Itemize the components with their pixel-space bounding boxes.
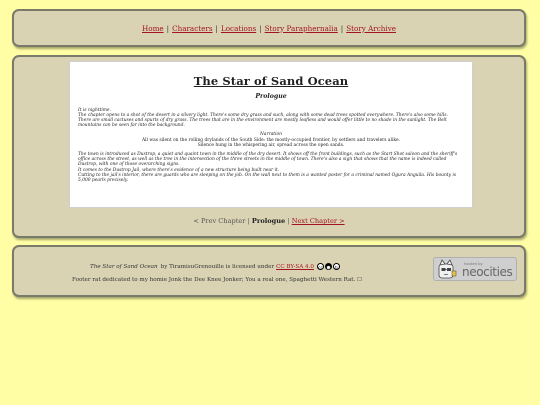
- prev-chapter-label: < Prev Chapter: [193, 217, 246, 225]
- neocities-wordmark: neocities: [462, 265, 513, 279]
- story-paragraph: Cutting to the jail's interior, there are guards who are sleeping on the job. On the wall next to them is a wanted poster for a criminal named Ogura Anguila. His bounty is 5,000 pearls precisely.: [78, 172, 457, 183]
- nav-separator: |: [259, 23, 262, 33]
- footer-panel: [12, 245, 526, 297]
- nav-link-characters[interactable]: Characters: [172, 23, 213, 33]
- main-content-panel: [12, 55, 526, 238]
- current-chapter: Prologue: [251, 217, 286, 225]
- nav-link-story-archive[interactable]: Story Archive: [346, 23, 397, 33]
- neocities-badge[interactable]: [433, 257, 517, 281]
- top-nav-panel: [12, 9, 526, 47]
- cc-sa-icon: ↻: [334, 265, 339, 270]
- cc-by-icon: ☻: [326, 265, 331, 270]
- license-work-title: The Star of Sand Ocean: [90, 263, 158, 270]
- nav-separator: |: [340, 23, 344, 33]
- story-paragraph: The town is introduced as Dustrop, a quiet and quaint town in the middle of the dry desert. It shows off the front buildings, such as the Start Shot saloon and the sheriff's office across the street, as well as the tree in the intersection of the three streets in the middle of town. There's also a sign that shows that the name is indeed called Dustrop, with one of those overarching signs.: [78, 152, 458, 168]
- chapter-nav-separator: |: [247, 217, 250, 225]
- license-author-text: by TiramisuGrenouille is licensed under: [160, 263, 275, 270]
- chapter-title: Prologue: [255, 93, 287, 100]
- narration-line: All was silent on the rolling drylands of the South Side: the mostly-occupied frontier, by settlers and travelers alike.: [141, 137, 401, 143]
- nav-separator: |: [215, 23, 218, 33]
- cc-icon: cc: [318, 265, 323, 270]
- nav-link-story-paraphernalia[interactable]: Story Paraphernalia: [264, 23, 338, 33]
- story-paragraph: There are small cactuses and spurts of dry grass. The trees that are in the environment are mostly leafless and would offer little to no shade in the sunlight. The Belt mountains can be seen far into the background.: [78, 118, 447, 129]
- nav-separator: |: [166, 23, 170, 33]
- story-page: [69, 61, 473, 208]
- story-title: The Star of Sand Ocean: [193, 74, 349, 88]
- chapter-nav-separator: |: [287, 217, 290, 225]
- narration-label: Narration: [260, 132, 282, 138]
- chapter-navigation: [14, 217, 524, 225]
- neocities-cat-icon: [436, 259, 458, 280]
- story-paragraph: It is nighttime.: [78, 108, 111, 113]
- nav-link-locations[interactable]: Locations: [220, 23, 257, 33]
- narration-line: Silence hung in the whispering air, spread across the open sands.: [197, 142, 345, 148]
- footer-dedication: Footer rat dedicated to my homie Jonk the Dee Knee Jonker; You a real one, Spaghetti Western Rat. ☐: [72, 277, 363, 283]
- story-paragraph: The chapter opens to a shot of the desert in a silvery light. There's some dry grass and such, along with some dead trees spotted everywhere. There's also some hills.: [78, 113, 448, 119]
- nav-link-home[interactable]: Home: [141, 23, 164, 33]
- license-link[interactable]: CC BY-SA 4.0: [276, 263, 314, 270]
- license-statement: [90, 263, 340, 270]
- neocities-hosted-by: hosted by: [464, 261, 483, 266]
- story-paragraph: It comes to the Dustrop Jail, where there's evidence of a new structure being built near it.: [78, 167, 280, 173]
- next-chapter-link[interactable]: Next Chapter >: [291, 217, 345, 225]
